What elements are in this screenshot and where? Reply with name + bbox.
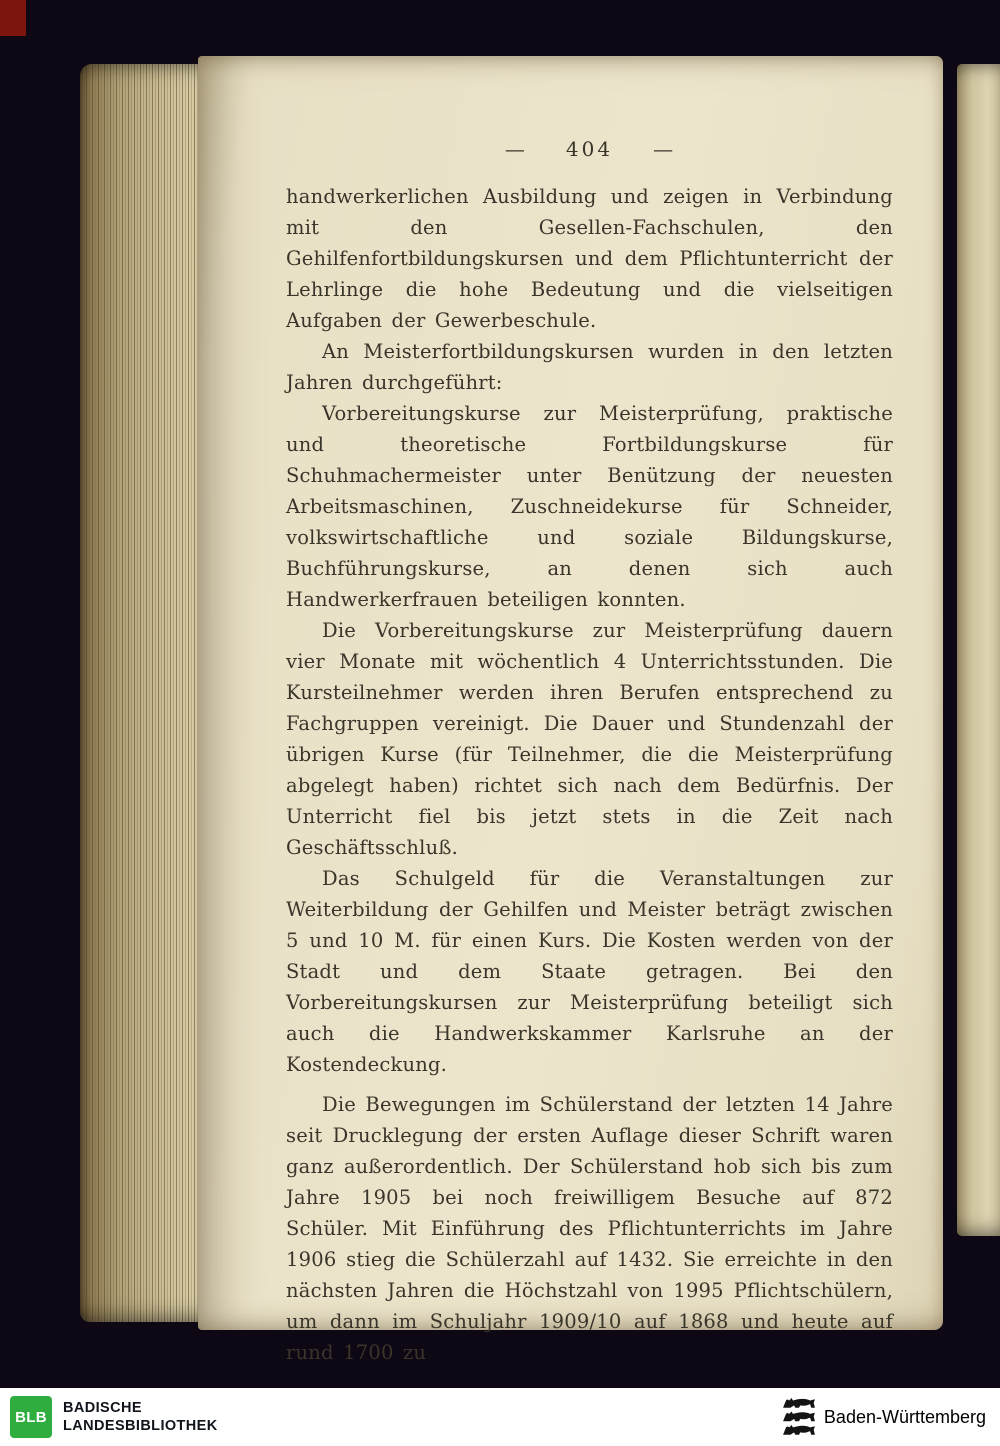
blb-logo — [10, 1396, 52, 1438]
footer-region — [783, 1398, 1000, 1436]
library-name-line1: BADISCHE — [63, 1400, 142, 1416]
scan-corner-mark — [0, 0, 26, 36]
paragraph: Die Bewegungen im Schülerstand der letzten 14 Jahre seit Drucklegung der ersten Auflage dieser Schrift waren ganz außerordentlich. Der Schülerstand hob sich bis zum Jahre 1905 bei noch freiwilligem Besuche auf 872 Schüler. Mit Einführung des Pflichtunterrichts im Jahre 1906 stieg die Schülerzahl auf 1432. Sie erreichte in den nächsten Jahren die Höchstzahl von 1995 Pflichtschülern, um dann im Schuljahr 1909/10 auf 1868 und heute auf rund 1700 zu — [286, 1093, 893, 1364]
baden-wuerttemberg-coat-of-arms-icon — [783, 1398, 815, 1436]
paragraph: An Meisterfortbildungskursen wurden in den letzten Jahren durchgeführt: — [286, 340, 893, 394]
page-number-dash-right: — — [653, 137, 675, 161]
page-header — [286, 134, 893, 165]
region-label: Baden-Württemberg — [823, 1406, 986, 1427]
book-page — [198, 56, 943, 1364]
library-name — [63, 1399, 218, 1435]
paragraph-continuation: handwerkerlichen Ausbildung und zeigen in Verbindung mit den Gesellen-Fachschulen, den Gehilfenfortbildungskursen und dem Pflichtunterricht der Lehrlinge die hohe Bedeutung und die vielseitigen Aufgaben der Gewerbeschule. — [286, 185, 893, 332]
facing-page-edge — [957, 64, 1000, 1236]
library-name-line2: LANDESBIBLIOTHEK — [63, 1418, 218, 1434]
page-content — [198, 56, 943, 1368]
paragraph: Das Schulgeld für die Veranstaltungen zur Weiterbildung der Gehilfen und Meister beträgt zwischen 5 und 10 M. für einen Kurs. Die Kosten werden von der Stadt und dem Staate getragen. Bei den Vorbereitungskursen zur Meisterprüfung beteiligt sich auch die Handwerkskammer Karlsruhe an der Kostendeckung. — [286, 867, 893, 1076]
page-number: 404 — [565, 137, 614, 161]
page-number-dash-left: — — [504, 137, 526, 161]
footer-library-branding — [0, 1396, 218, 1438]
blb-logo-text: BLB — [15, 1408, 47, 1426]
paragraph: Die Vorbereitungskurse zur Meisterprüfung dauern vier Monate mit wöchentlich 4 Unterrichtsstunden. Die Kursteilnehmer werden ihren Berufen entsprechend zu Fachgruppen vereinigt. Die Dauer und Stundenzahl der übrigen Kurse (für Teilnehmer, die die Meisterprüfung abgelegt haben) richtet sich nach dem Bedürfnis. Der Unterricht fiel bis jetzt stets in die Zeit nach Geschäftsschluß. — [286, 619, 893, 859]
library-footer — [0, 1388, 1000, 1446]
paragraph: Vorbereitungskurse zur Meisterprüfung, praktische und theoretische Fortbildungskurse für Schuhmachermeister unter Benützung der neuesten Arbeitsmaschinen, Zuschneidekurse für Schneider, volkswirtschaftliche und soziale Bildungskurse, Buchführungskurse, an denen sich auch Handwerkerfrauen beteiligen konnten. — [286, 402, 893, 611]
book-page-edges — [80, 64, 202, 1322]
